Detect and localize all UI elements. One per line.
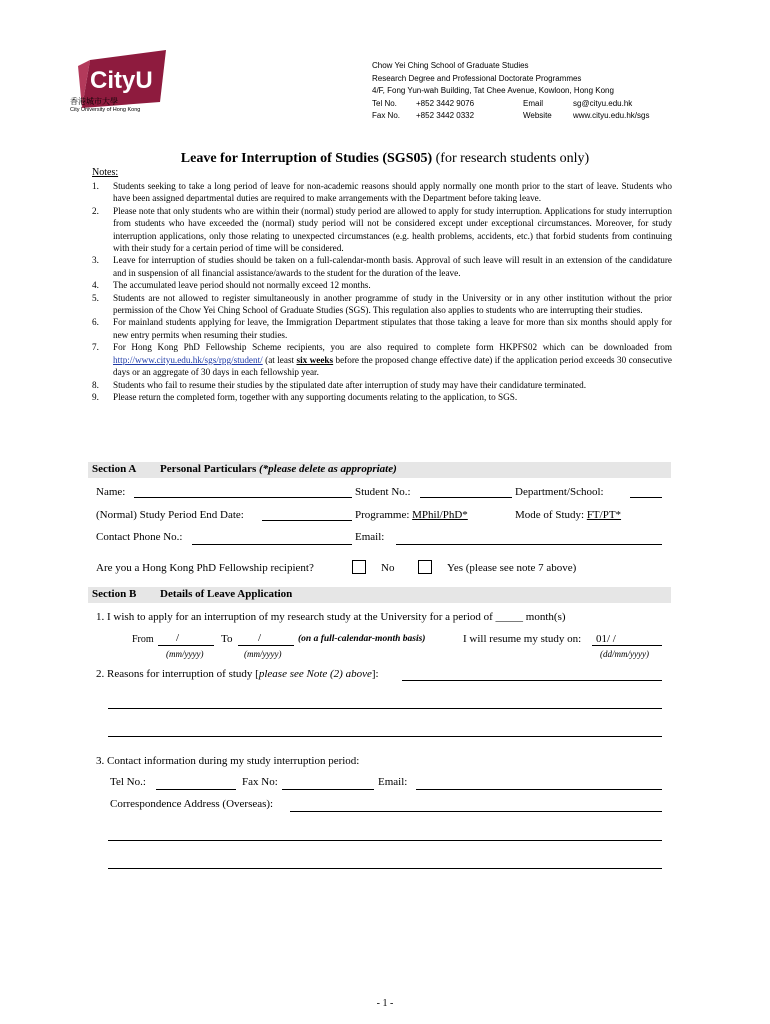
logo-english: City University of Hong Kong (70, 107, 141, 113)
note-item (92, 379, 672, 391)
note-number: 9. (92, 391, 99, 402)
header-info (372, 60, 649, 123)
section-a-label: Section A (92, 463, 137, 475)
note-item (92, 391, 672, 403)
address-line: 4/F, Fong Yun-wah Building, Tat Chee Avenue, Kowloon, Hong Kong (372, 86, 614, 95)
notes-label: Notes: (92, 167, 119, 178)
tel-value: +852 3442 9076 (416, 98, 475, 108)
email-label-a: Email: (355, 531, 385, 543)
fellowship-yes-label: Yes (please see note 7 above) (447, 562, 577, 574)
section-a-title (160, 463, 397, 475)
reasons-field-line-1[interactable] (402, 680, 662, 681)
basis-note: (on a full-calendar-month basis) (298, 634, 426, 644)
reasons-field-line-3[interactable] (108, 736, 662, 737)
email-label: Email (523, 98, 544, 108)
note-text: Please note that only students who are within their (normal) study period are allowed to apply for study interruption. Applications for study interruption from students who have exceeded the (normal) study period will not be considered except under exceptional circumstances. Moreover, for study interruption applications, only those relating to unexpected circumstances (e.g. health problems, accidents, etc.) that forbid students from continuing with their study for a certain period of time will be considered. (113, 205, 672, 254)
fax-website-row (372, 110, 649, 123)
website-value: www.cityu.edu.hk/sgs (573, 111, 650, 120)
note-item (92, 205, 672, 255)
programme-label-text: Programme: (355, 509, 413, 521)
page-number: - 1 - (376, 998, 394, 1009)
email-field-b[interactable] (416, 789, 662, 790)
email-field-a[interactable] (396, 544, 662, 545)
student-no-label: Student No.: (355, 486, 411, 498)
fellowship-yes-checkbox[interactable] (418, 560, 432, 574)
resume-date-field[interactable] (592, 645, 662, 646)
note-text: The accumulated leave period should not normally exceed 12 months. (113, 280, 371, 291)
note-item (92, 254, 672, 279)
fellowship-no-checkbox[interactable] (352, 560, 366, 574)
tel-field-b[interactable] (156, 789, 236, 790)
note-number: 8. (92, 379, 99, 390)
hkpfs-link[interactable]: http://www.cityu.edu.hk/sgs/rpg/student/ (113, 354, 263, 365)
notes-list (92, 180, 672, 403)
note-number: 6. (92, 317, 99, 328)
q2-pre: 2. Reasons for interruption of study [ (96, 668, 259, 680)
note-number: 2. (92, 205, 99, 216)
resume-label: I will resume my study on: (463, 633, 582, 645)
cityu-logo (68, 48, 176, 118)
contact-phone-field[interactable] (192, 544, 352, 545)
contact-phone-label: Contact Phone No.: (96, 531, 183, 543)
note-item (92, 279, 672, 291)
study-period-field[interactable] (262, 520, 352, 521)
fellowship-no-label: No (381, 562, 395, 574)
section-b-title: Details of Leave Application (160, 588, 293, 600)
form-title-main: Leave for Interruption of Studies (SGS05) (180, 151, 433, 166)
q2-text (96, 668, 379, 680)
to-format-hint: (mm/yyyy) (244, 649, 282, 659)
name-label: Name: (96, 486, 126, 498)
mode-label-text: Mode of Study: (515, 509, 587, 521)
to-slash: / (258, 632, 262, 644)
from-slash: / (176, 632, 180, 644)
fax-field-b[interactable] (282, 789, 374, 790)
note-item (92, 292, 672, 317)
from-label: From (132, 634, 154, 645)
q2-post: ]: (371, 668, 379, 680)
note7-mid: (at least (262, 354, 297, 365)
tel-email-row (372, 98, 649, 111)
email-label-b: Email: (378, 776, 408, 788)
logo-text: CityU (90, 67, 153, 94)
student-no-field[interactable] (420, 497, 512, 498)
form-title-sub: (for research students only) (432, 151, 590, 166)
note-text: Leave for interruption of studies should be taken on a full-calendar-month basis. Approval of such leave will result in an extension of the candidature and in suspension of all financial assistance/awards to the student for the duration of the leave. (113, 255, 672, 278)
note-number: 4. (92, 280, 99, 291)
correspondence-field-line-2[interactable] (108, 840, 662, 841)
to-date-field[interactable] (238, 645, 294, 646)
tel-label-b: Tel No.: (110, 776, 146, 788)
resume-value: 01/ / (596, 633, 616, 645)
fax-label-b: Fax No: (242, 776, 278, 788)
note-item (92, 341, 672, 378)
website-label: Website (523, 111, 552, 120)
name-field[interactable] (134, 497, 352, 498)
q3-text: 3. Contact information during my study interruption period: (96, 755, 360, 767)
form-title (0, 151, 770, 167)
q1-text: 1. I wish to apply for an interruption of my research study at the University for a period of _____ month(s) (96, 611, 566, 623)
logo-chinese: 香港城市大學 (70, 97, 118, 106)
fax-value: +852 3442 0332 (416, 111, 475, 120)
section-b-label: Section B (92, 588, 137, 600)
correspondence-label: Correspondence Address (Overseas): (110, 798, 274, 810)
note-number: 5. (92, 292, 99, 303)
reasons-field-line-2[interactable] (108, 708, 662, 709)
mode-label (515, 509, 621, 521)
from-date-field[interactable] (158, 645, 214, 646)
correspondence-field-line-1[interactable] (290, 811, 662, 812)
to-label: To (221, 633, 233, 645)
note7-pre: For Hong Kong PhD Fellowship Scheme recipients, you are also required to complete form HKPFS02 which can be downloaded from (113, 342, 672, 353)
resume-format-hint: (dd/mm/yyyy) (600, 649, 649, 659)
school-name: Chow Yei Ching School of Graduate Studies (372, 61, 529, 70)
tel-label: Tel No. (372, 98, 397, 108)
correspondence-field-line-3[interactable] (108, 868, 662, 869)
note-text: Students are not allowed to register simultaneously in another programme of study in the University or in any other institution without the prior permission of the Chow Yei Ching School of Graduate Studies (SGS). This regulation also applies to students who are interrupting their studies. (113, 292, 672, 316)
note-number: 7. (92, 342, 99, 353)
note-item (92, 316, 672, 341)
q2-hint: please see Note (2) above (258, 668, 372, 680)
note-text: Students who fail to resume their studies by the stipulated date after interruption of study may have their candidature terminated. (113, 379, 587, 390)
note-text: Students seeking to take a long period of leave for non-academic reasons should apply normally one month prior to the start of leave. Students who have been assigned departmental duties are required to make arrangements with the Department before taking leave. (113, 181, 672, 204)
email-value: sg@cityu.edu.hk (573, 98, 633, 108)
note-number: 1. (92, 181, 99, 191)
note-item (92, 180, 672, 205)
section-a-title-text: Personal Particulars (160, 463, 257, 475)
from-format-hint: (mm/yyyy) (166, 649, 204, 659)
programme-value[interactable]: MPhil/PhD* (412, 509, 468, 521)
programme-label (355, 509, 468, 521)
programmes-line: Research Degree and Professional Doctorate Programmes (372, 73, 582, 83)
fellowship-question: Are you a Hong Kong PhD Fellowship recipient? (96, 562, 314, 574)
note7-post: before the proposed change effective date) if the application period exceeds 30 consecutive days or an aggregate of 30 days in each fellowship year. (113, 354, 673, 378)
mode-value[interactable]: FT/PT* (586, 509, 622, 521)
department-label: Department/School: (515, 486, 604, 498)
fax-label: Fax No. (372, 111, 401, 120)
note-text: For mainland students applying for leave, the Immigration Department stipulates that those taking a leave for more than six months should apply for new entry permits when resuming their studies. (113, 317, 672, 340)
note-number: 3. (92, 255, 99, 266)
department-field[interactable] (630, 497, 662, 498)
note-text (113, 341, 672, 378)
section-a-hint: (*please delete as appropriate) (258, 463, 397, 475)
note7-bold: six weeks (296, 354, 334, 365)
study-period-label: (Normal) Study Period End Date: (96, 509, 244, 521)
note-text: Please return the completed form, together with any supporting documents relating to the application, to SGS. (113, 391, 518, 402)
